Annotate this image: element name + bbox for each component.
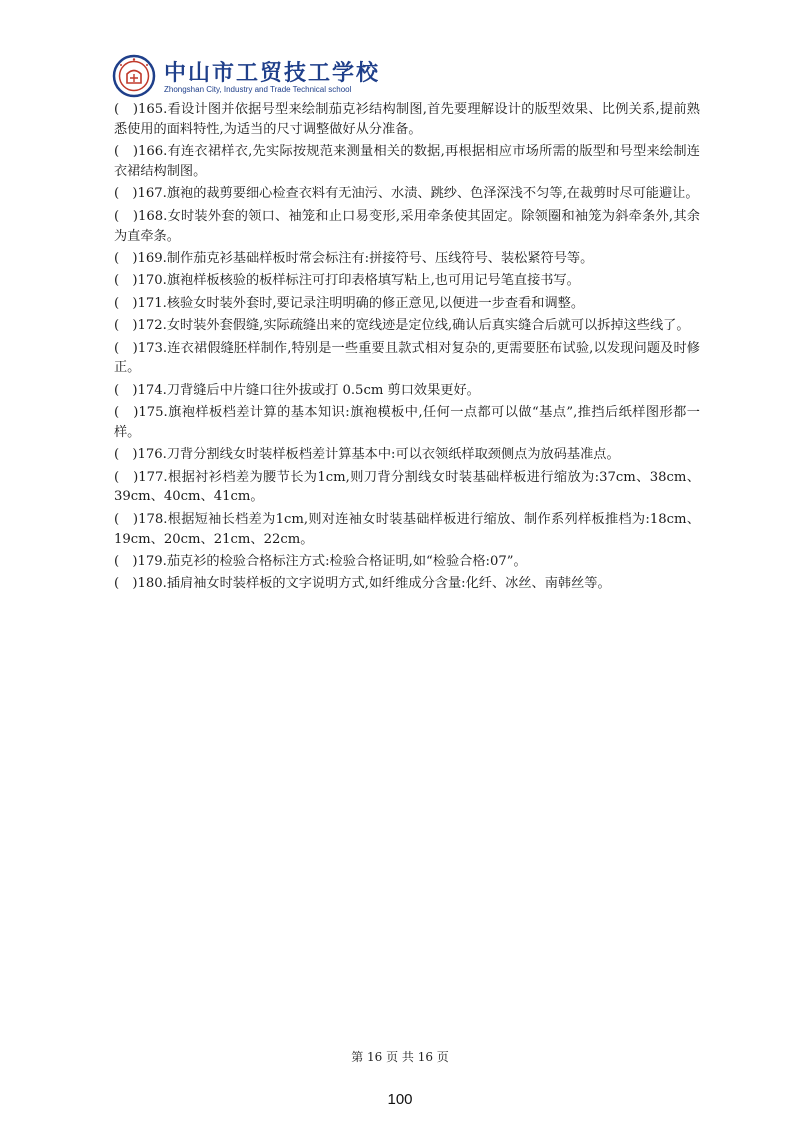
- question-170: ( )170.旗袍样板核验的板样标注可打印表格填写粘上,也可用记号笔直接书写。: [114, 273, 580, 289]
- question-list: [114, 100, 700, 597]
- question-165: ( )165.看设计图并依据号型来绘制茄克衫结构制图,首先要理解设计的版型效果、比例关系,提前熟悉使用的面料特性,为适当的尺寸调整做好从分准备。: [114, 102, 700, 137]
- question-166: ( )166.有连衣裙样衣,先实际按规范来测量相关的数据,再根据相应市场所需的版型和号型来绘制连衣裙结构制图。: [114, 144, 700, 179]
- question-169: ( )169.制作茄克衫基础样板时常会标注有:拼接符号、压线符号、装松紧符号等。: [114, 250, 594, 266]
- question-174: ( )174.刀背缝后中片缝口往外拔或打 0.5cm 剪口效果更好。: [114, 382, 480, 398]
- page-number: 100: [387, 1091, 413, 1108]
- question-168: ( )168.女时装外套的领口、袖笼和止口易变形,采用牵条使其固定。除领圈和袖笼为斜牵条外,其余为直牵条。: [114, 208, 700, 244]
- question-177: ( )177.根据衬衫档差为腰节长为1cm,则刀背分割线女时装基础样板进行缩放为:37cm、38cm、39cm、40cm、41cm。: [114, 469, 700, 505]
- school-emblem-icon: [112, 54, 156, 98]
- question-167: ( )167.旗袍的裁剪要细心检查衣料有无油污、水渍、跳纱、色泽深浅不匀等,在裁剪时尽可能避让。: [114, 186, 699, 202]
- question-172: ( )172.女时装外套假缝,实际疏缝出来的宽线迹是定位线,确认后真实缝合后就可以拆掉这些线了。: [114, 318, 690, 334]
- school-name-en: Zhongshan City, Industry and Trade Technical school: [164, 85, 352, 94]
- question-175: ( )175.旗袍样板档差计算的基本知识:旗袍模板中,任何一点都可以做“基点”,推挡后纸样图形都一样。: [114, 405, 700, 440]
- question-180: ( )180.插肩袖女时装样板的文字说明方式,如纤维成分含量:化纤、冰丝、南韩丝等。: [114, 576, 611, 592]
- school-header: [112, 54, 412, 98]
- question-173: ( )173.连衣裙假缝胚样制作,特别是一些重要且款式相对复杂的,更需要胚布试验,以发现问题及时修正。: [114, 340, 700, 376]
- question-176: ( )176.刀背分割线女时装样板档差计算基本中:可以衣领纸样取颈侧点为放码基准点。: [114, 447, 620, 463]
- question-179: ( )179.茄克衫的检验合格标注方式:检验合格证明,如“检验合格:07”。: [114, 554, 527, 570]
- school-name-cn: 中山市工贸技工学校: [164, 61, 381, 86]
- question-171: ( )171.核验女时装外套时,要记录注明明确的修正意见,以便进一步查看和调整。: [114, 295, 585, 311]
- question-178: ( )178.根据短袖长档差为1cm,则对连袖女时装基础样板进行缩放、制作系列样板推档为:18cm、19cm、20cm、21cm、22cm。: [114, 511, 700, 547]
- page-info: 第 16 页 共 16 页: [351, 1050, 449, 1064]
